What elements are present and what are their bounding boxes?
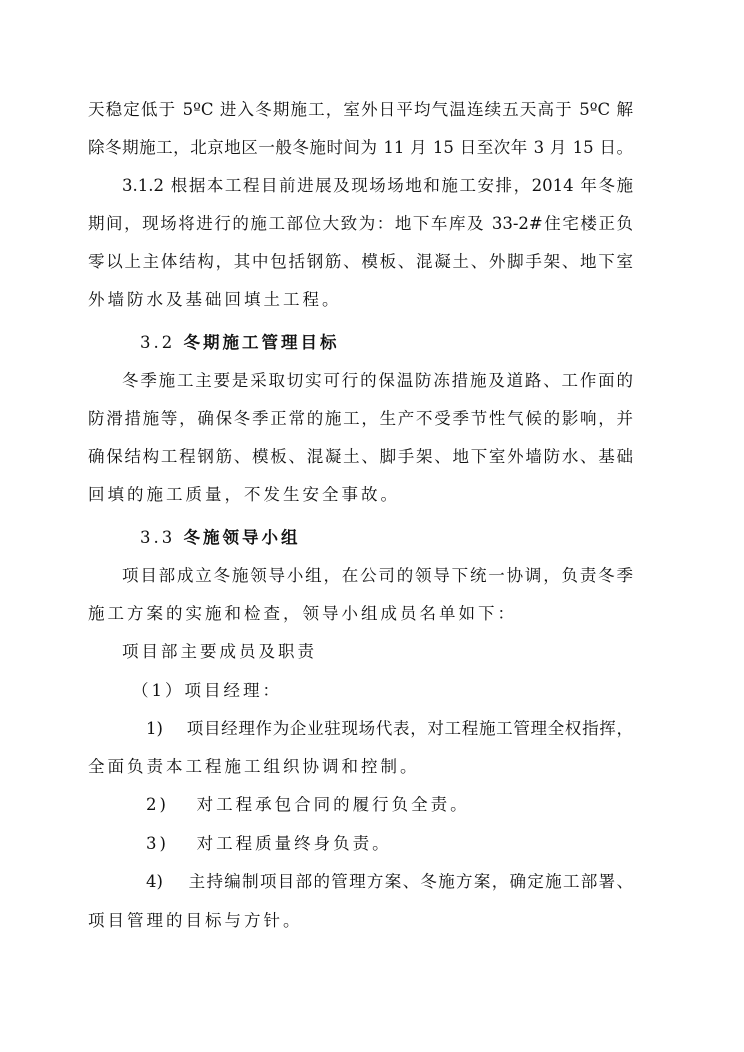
- paragraph-line: 项目部主要成员及职责: [122, 642, 317, 661]
- paragraph-line: 回填的施工质量，不发生安全事故。: [88, 485, 400, 504]
- list-item: 4) 主持编制项目部的管理方案、冬施方案，确定施工部署、: [146, 872, 633, 891]
- paragraph-line: 期间，现场将进行的施工部位大致为：地下车库及 33-2#住宅楼正负: [88, 214, 633, 233]
- paragraph-line: 防滑措施等，确保冬季正常的施工，生产不受季节性气候的影响，并: [88, 409, 633, 428]
- paragraph-line: 施工方案的实施和检查，领导小组成员名单如下：: [88, 604, 517, 623]
- section-title: 冬施领导小组: [183, 528, 301, 547]
- paragraph-line: 天稳定低于 5ºC 进入冬期施工，室外日平均气温连续五天高于 5ºC 解: [88, 100, 633, 119]
- list-item: 3) 对工程质量终身负责。: [146, 834, 392, 853]
- paragraph-line: 外墙防水及基础回填土工程。: [88, 290, 342, 309]
- paragraph-line: 项目管理的目标与方针。: [88, 911, 303, 930]
- paragraph-line: 项目部成立冬施领导小组，在公司的领导下统一协调，负责冬季: [122, 566, 633, 585]
- section-number: 3.2: [140, 333, 184, 352]
- list-heading: （1）项目经理：: [132, 681, 282, 700]
- paragraph-line: 零以上主体结构，其中包括钢筋、模板、混凝土、外脚手架、地下室: [88, 252, 633, 271]
- paragraph-line: 确保结构工程钢筋、模板、混凝土、脚手架、地下室外墙防水、基础: [88, 447, 633, 466]
- paragraph-line: 除冬期施工，北京地区一般冬施时间为 11 月 15 日至次年 3 月 15 日。: [88, 138, 633, 157]
- paragraph-line: 3.1.2 根据本工程目前进展及现场场地和施工安排，2014 年冬施: [122, 176, 633, 195]
- section-number: 3.3: [140, 528, 184, 547]
- section-heading: [140, 332, 340, 354]
- section-title: 冬期施工管理目标: [183, 333, 340, 352]
- list-item: 1) 项目经理作为企业驻现场代表，对工程施工管理全权指挥，: [146, 719, 633, 738]
- paragraph-line: 全面负责本工程施工组织协调和控制。: [88, 757, 420, 776]
- list-item: 2) 对工程承包合同的履行负全责。: [146, 795, 470, 814]
- paragraph-line: 冬季施工主要是采取切实可行的保温防冻措施及道路、工作面的: [122, 371, 633, 390]
- section-heading: [140, 527, 301, 549]
